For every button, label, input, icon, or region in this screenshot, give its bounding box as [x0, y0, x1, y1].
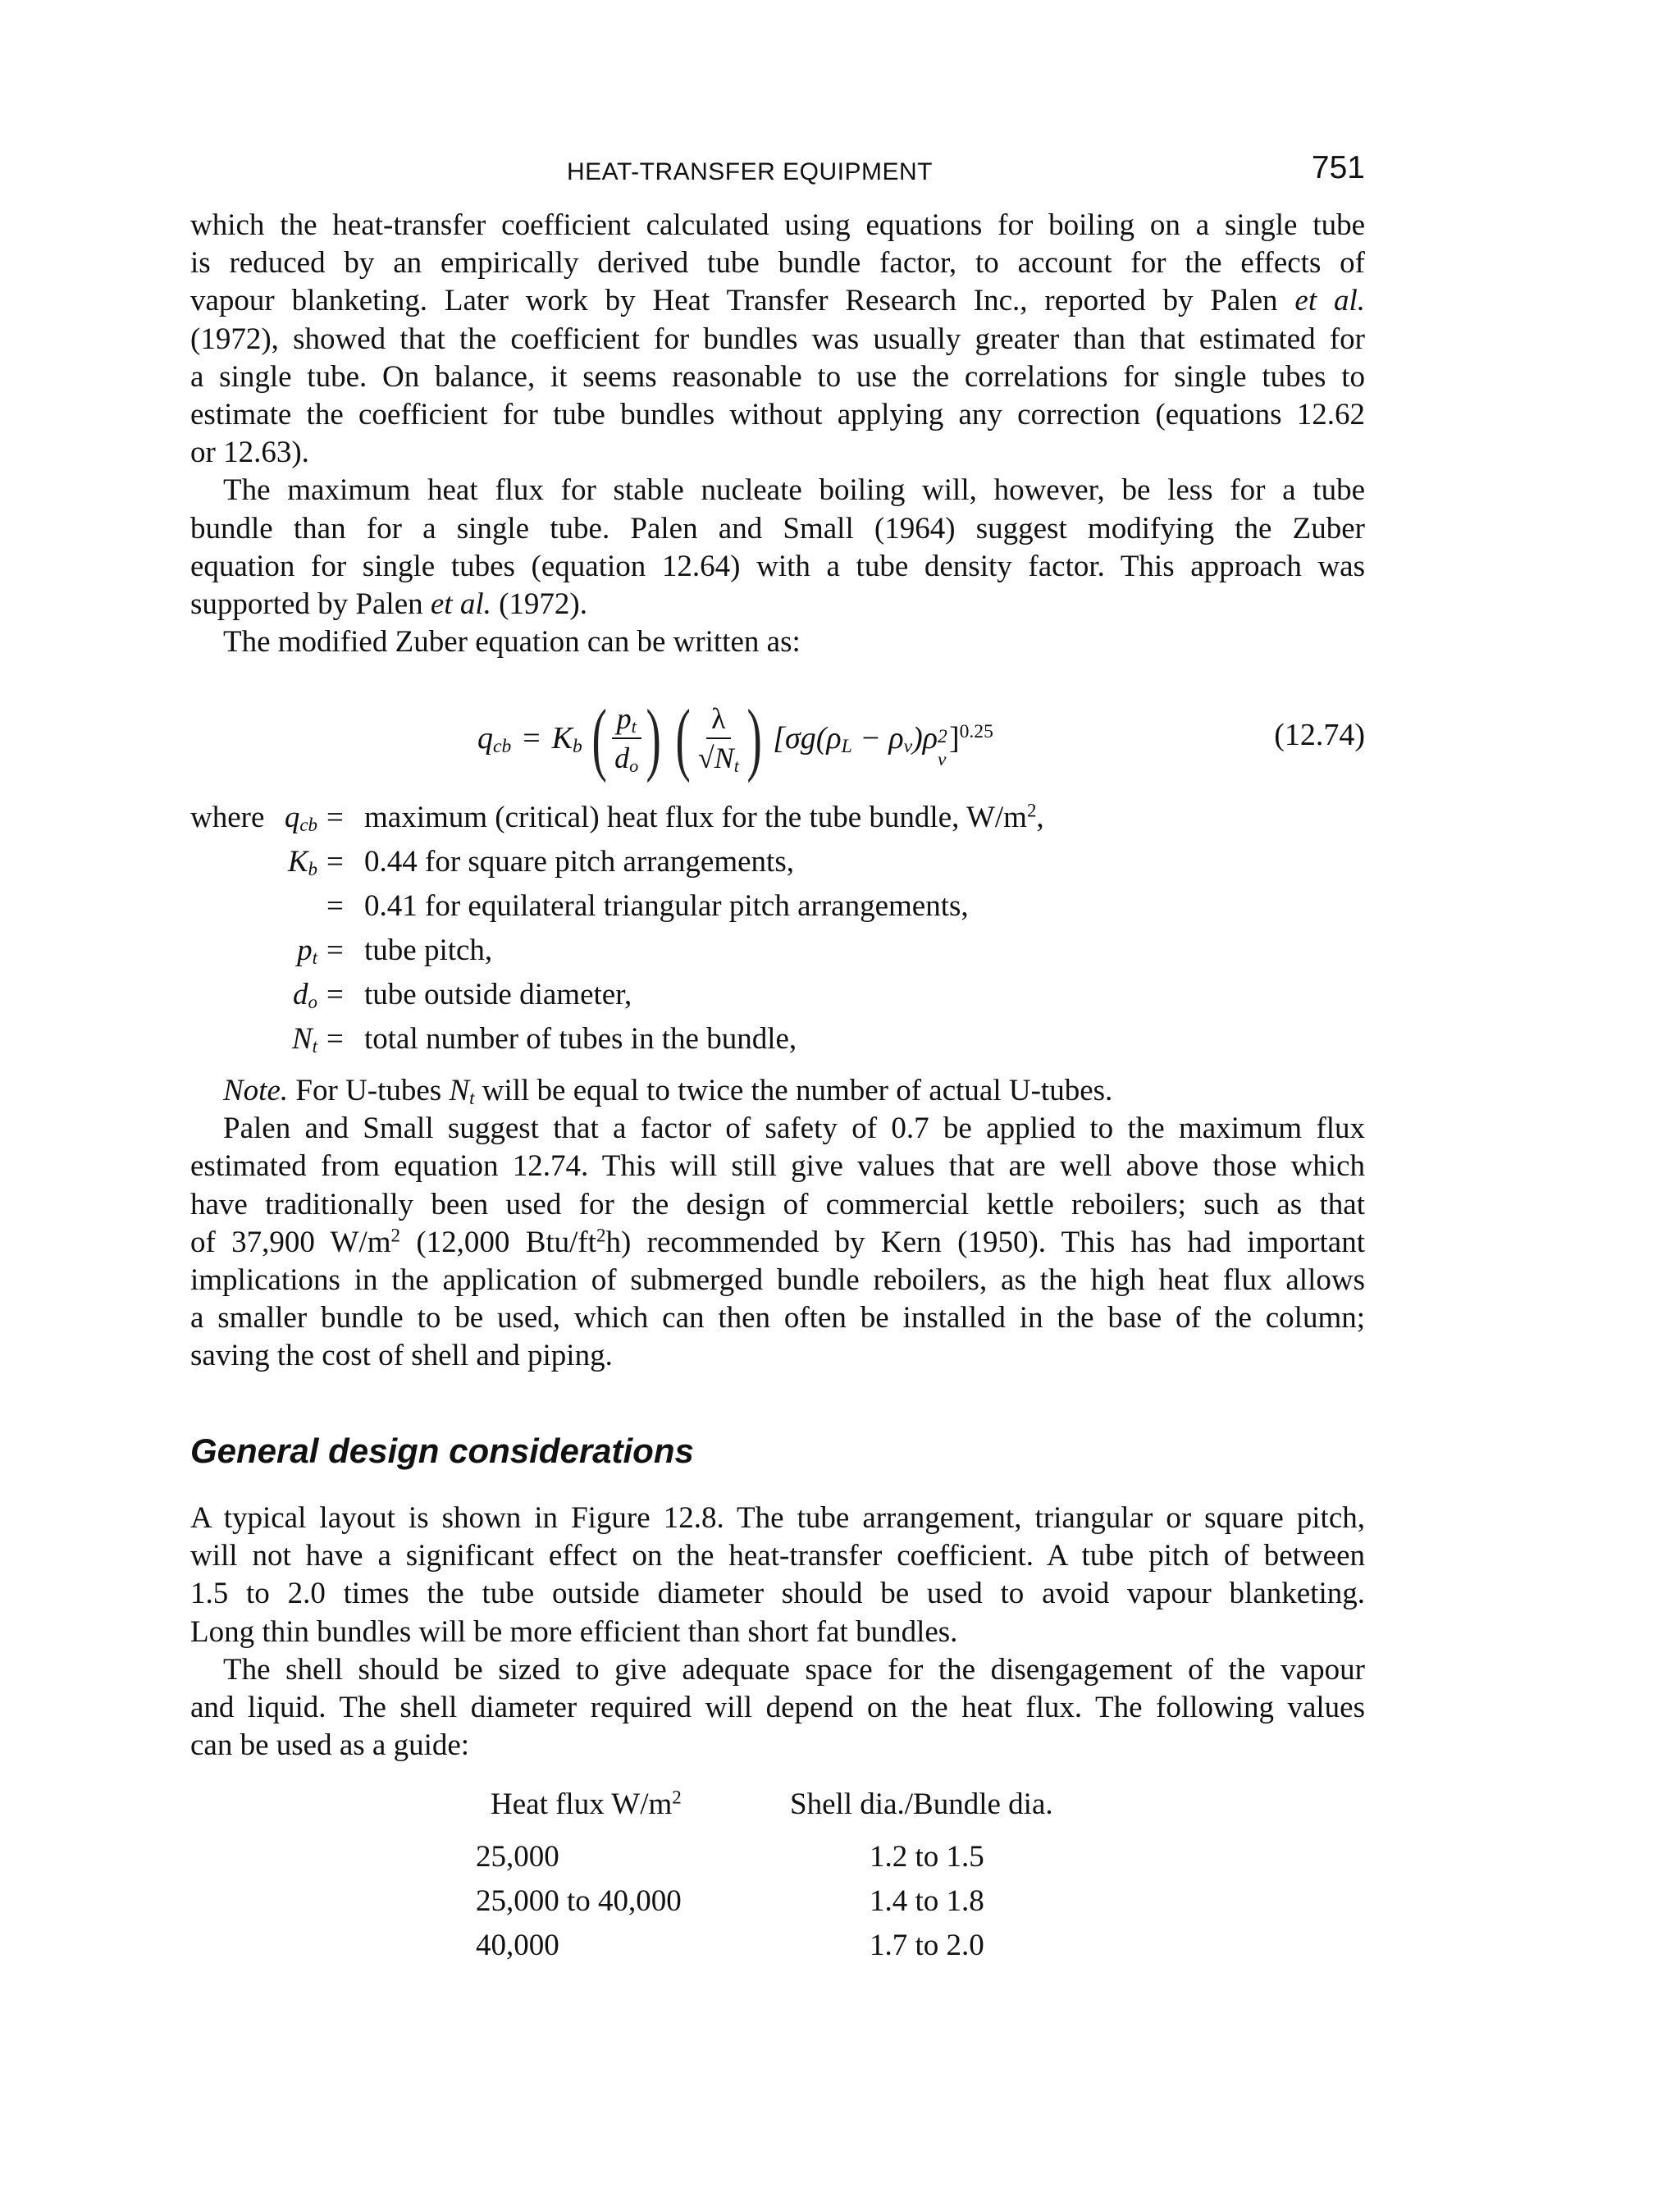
eq-bracket-term: [$\sigma g(\rho_L - \rho_v)\rho$ 2 v ]$^{0.25}$ — [773, 721, 993, 770]
eq-fraction-lambda: $\frac{\lambda}{√N_t}$ — [697, 702, 739, 776]
text-line: vapour blanketing. Later work by Heat Transfer Research Inc., reported by Palen et al. — [190, 284, 1366, 318]
text-line: estimated from equation 12.74. This will still give values that are well above those which — [190, 1149, 1365, 1184]
text-line: of 37,900 $W/m^2$ (12,000 Btu/$ft^2h$) recommended by Kern (1950). This has had important — [190, 1225, 1366, 1259]
text-line: equation for single tubes (equation 12.64) with a tube density factor. This approach was — [190, 549, 1365, 583]
paragraph-5 — [190, 1500, 1365, 1651]
text-line: The modified Zuber equation can be written as: — [223, 625, 801, 660]
eq-exponent: 0.25 — [959, 721, 993, 743]
text-line: supported by Palen et al. (1972). — [190, 587, 588, 622]
paragraph-4 — [190, 1110, 1365, 1375]
text-line: and liquid. The shell diameter required will depend on the heat flux. The following values — [190, 1691, 1365, 1725]
paragraph-2 — [190, 472, 1365, 623]
body-text-top — [190, 207, 1365, 661]
definition-text: 0.44 for square pitch arrangements, — [364, 845, 794, 879]
table-cell-ratio: 1.7 to 2.0 — [870, 1929, 984, 1962]
definition-text: maximum (critical) heat flux for the tube bundle, $W/m^2$, — [364, 800, 1044, 834]
table-header-shell-ratio: Shell dia./Bundle dia. — [790, 1787, 1053, 1821]
table-cell-ratio: 1.2 to 1.5 — [870, 1840, 984, 1874]
text-line: A typical layout is shown in Figure 12.8. The tube arrangement, triangular or square pitch, — [190, 1501, 1365, 1535]
table-cell-flux: 40,000 — [476, 1929, 559, 1962]
definition-text: tube outside diameter, — [364, 978, 632, 1011]
text-line: or 12.63). — [190, 436, 309, 470]
paragraph-1 — [190, 207, 1365, 472]
definition-row: $N_t$ = total number of tubes in the bundle, — [291, 1022, 797, 1057]
definition-text: total number of tubes in the bundle, — [364, 1022, 797, 1056]
text-line: have traditionally been used for the design of commercial kettle reboilers; such as that — [190, 1187, 1365, 1221]
text-line: saving the cost of shell and piping. — [190, 1339, 613, 1373]
definition-symbol: $N_t$ — [291, 1022, 317, 1057]
text-line: Long thin bundles will be more efficient than short fat bundles. — [190, 1614, 958, 1649]
text-line: 1.5 to 2.0 times the tube outside diameter should be used to avoid vapour blanketing. — [190, 1577, 1365, 1611]
table-row — [476, 1839, 1099, 1880]
eq-fraction-pitch: $\frac{p_t}{d_o}$ — [609, 701, 643, 775]
text-line: will not have a significant effect on the heat-transfer coefficient. A tube pitch of between — [190, 1539, 1365, 1573]
definition-symbol: $d_o$ — [293, 978, 317, 1013]
definition-symbol: $p_t$ — [297, 934, 317, 969]
definition-symbol: $q_{cb}$ — [284, 801, 317, 836]
table-cell-flux: 25,000 to 40,000 — [476, 1884, 682, 1918]
text-line: a smaller bundle to be used, which can then often be installed in the base of the column; — [190, 1301, 1365, 1335]
definition-text: tube pitch, — [364, 934, 493, 967]
eq-coefficient: $K_b$ — [551, 721, 582, 758]
equation-number: (12.74) — [1274, 718, 1365, 752]
body-text-bottom — [190, 1500, 1365, 1765]
section-heading: General design considerations — [190, 1431, 694, 1470]
table-row — [476, 1883, 1099, 1924]
definition-row: $K_b$ = 0.44 for square pitch arrangements, — [287, 845, 794, 880]
citation-et-al: et al. — [430, 587, 491, 622]
text-line: The shell should be sized to give adequate space for the disengagement of the vapour — [223, 1652, 1365, 1687]
definition-row: where $q_{cb}$ = maximum (critical) heat flux for the tube bundle, $W/m^2$, — [190, 800, 1044, 836]
running-head — [190, 150, 1365, 193]
text-line: The maximum heat flux for stable nucleate boiling will, however, be less for a tube — [223, 473, 1365, 508]
table-header-heat-flux: Heat flux $W/m^2$ — [491, 1787, 682, 1821]
text-line: which the heat-transfer coefficient calculated using equations for boiling on a single tube — [190, 208, 1365, 242]
symbol-definitions — [190, 800, 1365, 1066]
paragraph-6 — [190, 1651, 1365, 1765]
text-line: Palen and Small suggest that a factor of safety of 0.7 be applied to the maximum flux — [223, 1112, 1365, 1146]
body-text-middle — [190, 1072, 1365, 1376]
text-line: (1972), showed that the coefficient for bundles was usually greater than that estimated for — [190, 322, 1365, 356]
equation-body: $q_{cb}$ = $K_b$ ( $\frac{p_t}{d_o}$ ) ( $\frac{\lambda}{√N_t}$ ) [$\sigma g(\rho_L - \rho_v)\rho$ 2 v ]$^{0.25}$ — [477, 692, 993, 783]
definition-symbol: $K_b$ — [287, 845, 317, 880]
equation-12-74 — [190, 681, 1365, 796]
text-line: bundle than for a single tube. Palen and Small (1964) suggest modifying the Zuber — [190, 511, 1365, 546]
page-number: 751 — [1311, 150, 1365, 185]
text-line: can be used as a guide: — [190, 1728, 470, 1763]
text-line: a single tube. On balance, it seems reasonable to use the correlations for single tubes to — [190, 359, 1365, 394]
text-line: estimate the coefficient for tube bundles without applying any correction (equations 12.62 — [190, 398, 1365, 432]
table-cell-ratio: 1.4 to 1.8 — [870, 1884, 984, 1918]
running-head-title: HEAT-TRANSFER EQUIPMENT — [567, 158, 933, 185]
definition-row: = 0.41 for equilateral triangular pitch arrangements, — [326, 889, 969, 923]
where-label: where — [190, 801, 265, 834]
definition-row: $p_t$ = tube pitch, — [297, 934, 493, 969]
paragraph-3 — [190, 623, 1365, 661]
definition-text: 0.41 for equilateral triangular pitch arrangements, — [364, 889, 969, 923]
note: Note. For U-tubes $N_t$ will be equal to twice the number of actual U-tubes. — [223, 1074, 1113, 1109]
table-row — [476, 1928, 1099, 1969]
table-cell-flux: 25,000 — [476, 1840, 559, 1874]
text-line: implications in the application of submerged bundle reboilers, as the high heat flux allows — [190, 1263, 1365, 1298]
eq-lhs: $q_{cb}$ — [477, 721, 512, 758]
definition-row: $d_o$ = tube outside diameter, — [293, 978, 632, 1013]
note-label: Note. — [223, 1074, 289, 1107]
text-line: is reduced by an empirically derived tube bundle factor, to account for the effects of — [190, 246, 1365, 281]
citation-et-al: et al. — [1294, 284, 1366, 318]
eq-equals: = — [523, 721, 541, 756]
